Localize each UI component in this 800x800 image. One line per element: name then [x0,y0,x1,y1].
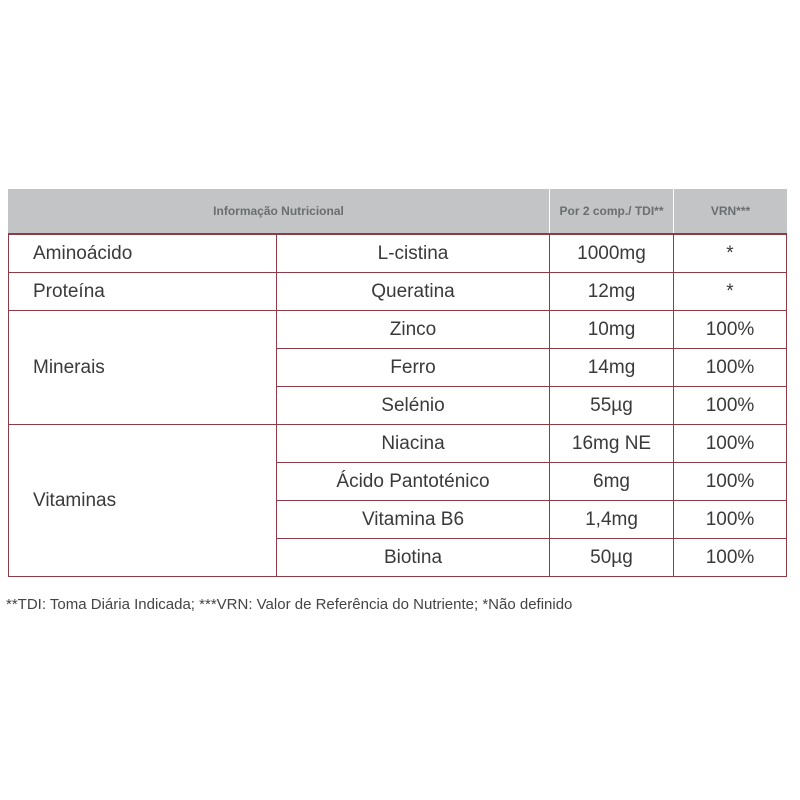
nutrient-vrn: 100% [673,348,787,386]
nutrition-table-container [8,189,787,577]
group-label: Aminoácido [8,233,276,272]
group-label: Proteína [8,272,276,310]
group-label: Minerais [8,310,276,424]
nutrient-amount: 1000mg [549,233,673,272]
nutrient-amount: 6mg [549,462,673,500]
nutrient-vrn: 100% [673,386,787,424]
nutrient-name: Zinco [276,310,549,348]
table-row [8,233,787,272]
nutrient-name: Ácido Pantoténico [276,462,549,500]
nutrient-vrn: 100% [673,538,787,577]
nutrient-vrn: * [673,233,787,272]
nutrient-amount: 16mg NE [549,424,673,462]
nutrient-name: Niacina [276,424,549,462]
nutrient-amount: 55µg [549,386,673,424]
table-row [8,310,787,348]
nutrient-amount: 10mg [549,310,673,348]
nutrient-amount: 1,4mg [549,500,673,538]
nutrient-vrn: * [673,272,787,310]
nutrient-name: Biotina [276,538,549,577]
header-vrn: VRN*** [673,189,787,233]
header-info: Informação Nutricional [8,189,549,233]
nutrient-name: Vitamina B6 [276,500,549,538]
table-row [8,424,787,462]
group-label: Vitaminas [8,424,276,577]
nutrient-name: Selénio [276,386,549,424]
table-header-row [8,189,787,233]
nutrient-name: Ferro [276,348,549,386]
nutrient-vrn: 100% [673,462,787,500]
nutrient-vrn: 100% [673,424,787,462]
nutrient-vrn: 100% [673,310,787,348]
nutrient-amount: 50µg [549,538,673,577]
nutrient-amount: 14mg [549,348,673,386]
nutrient-vrn: 100% [673,500,787,538]
table-row [8,272,787,310]
header-per-dose: Por 2 comp./ TDI** [549,189,673,233]
nutrient-amount: 12mg [549,272,673,310]
nutrient-name: Queratina [276,272,549,310]
nutrient-name: L-cistina [276,233,549,272]
footnote: **TDI: Toma Diária Indicada; ***VRN: Valor de Referência do Nutriente; *Não definido [6,596,573,613]
nutrition-table [8,189,787,577]
